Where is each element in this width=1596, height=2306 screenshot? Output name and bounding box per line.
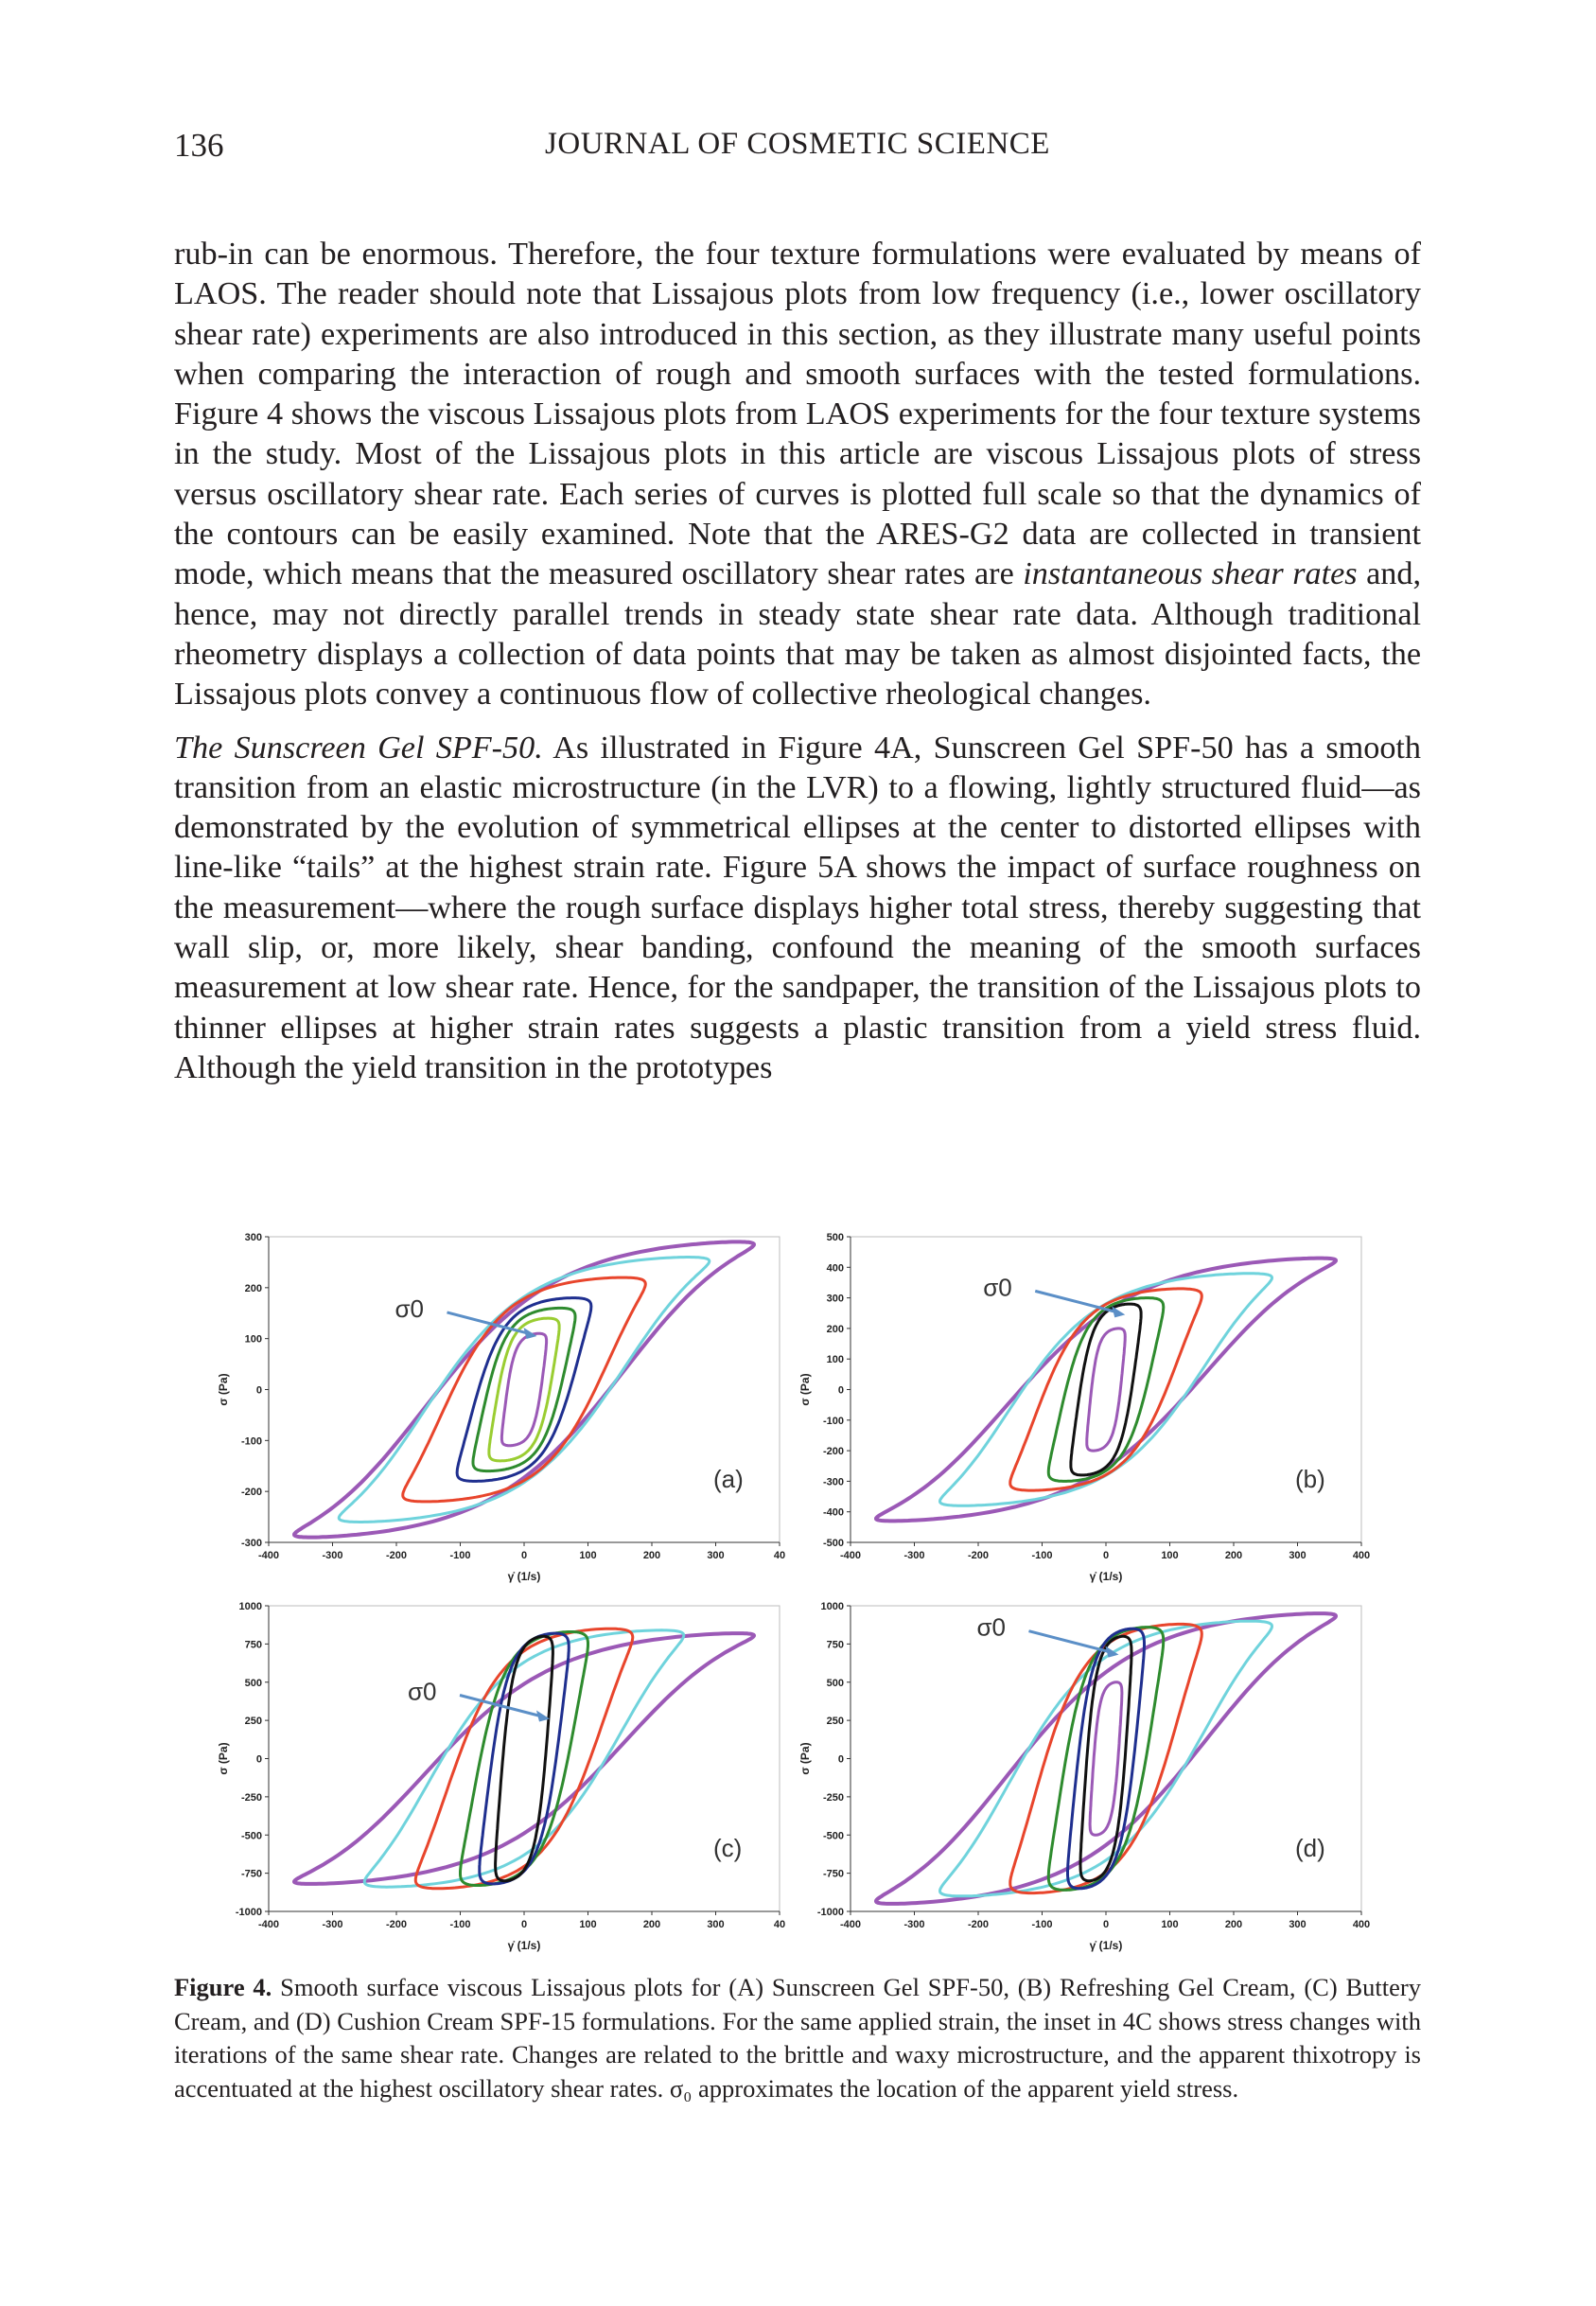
figure-4: [174, 1225, 1421, 1952]
x-tick-label: 100: [579, 1550, 597, 1561]
y-axis-label: σ (Pa): [217, 1373, 230, 1406]
y-tick-label: -250: [240, 1791, 262, 1804]
x-tick-label: -400: [839, 1919, 862, 1930]
caption-text: Smooth surface viscous Lissajous plots for (A) Sunscreen Gel SPF-50, (B) Refreshing Gel Cream, (C) Buttery Cream, and (D) Cushion Cream SPF-15 formulations. For the same applied strain, the inset in 4C shows stress changes with iterations of the same shear rate. Changes are related to the brittle and waxy microstructure, and the apparent thixotropy is accentuated at the highest oscillatory shear rates. σ₀ approximates the location of the apparent yield stress.: [174, 1973, 1421, 2103]
x-tick-label: 0: [1102, 1550, 1110, 1561]
y-tick-label: 100: [826, 1354, 844, 1366]
y-tick-label: 100: [244, 1333, 262, 1346]
x-tick-label: -200: [385, 1550, 408, 1561]
y-axis-label: σ (Pa): [798, 1373, 812, 1406]
y-tick-label: 400: [826, 1262, 844, 1275]
chart-panel-c: [212, 1594, 798, 1959]
panel-label: (a): [713, 1464, 744, 1493]
x-tick-label: -300: [322, 1550, 343, 1561]
panel-label: (d): [1295, 1833, 1325, 1862]
y-axis-label: σ (Pa): [798, 1742, 812, 1775]
x-tick-label: -200: [385, 1919, 408, 1930]
x-tick-label: -100: [449, 1550, 471, 1561]
paragraph-1-tail: and, hence, may not directly parallel trends in steady state shear rate data. Although traditional rheometry displays a collection of data points that may be taken as almost disjointed facts, the Lissajous plots convey a continuous flow of collective rheological changes.: [174, 556, 1421, 713]
x-tick-label: 40: [773, 1550, 786, 1561]
x-tick-label: -400: [257, 1550, 280, 1561]
y-tick-label: 1000: [238, 1601, 262, 1612]
y-tick-label: -750: [240, 1868, 262, 1880]
y-tick-label: -300: [240, 1538, 262, 1549]
paragraph-2-text: As illustrated in Figure 4A, Sunscreen Gel SPF-50 has a smooth transition from an elastic microstructure (in the LVR) to a flowing, lightly structured fluid—as demonstrated by the evolution of symmetrical ellipses at the center to distorted ellipses with line-like “tails” at the highest strain rate. Figure 5A shows the impact of surface roughness on the measurement—where the rough surface displays higher total stress, thereby suggesting that wall slip, or, more likely, shear banding, confound the meaning of the smooth surfaces measurement at low shear rate. Hence, for the sandpaper, the transition of the Lissajous plots to thinner ellipses at higher strain rates suggests a plastic transition from a yield stress fluid. Although the yield transition in the prototypes: [174, 730, 1422, 1085]
page-header: [174, 127, 1421, 174]
y-tick-label: 750: [826, 1639, 844, 1651]
x-tick-label: 0: [520, 1919, 528, 1930]
body-text: [174, 235, 1421, 1096]
paragraph-2: [174, 729, 1421, 1089]
y-tick-label: 0: [837, 1384, 844, 1397]
x-tick-label: 300: [1289, 1919, 1307, 1930]
x-tick-label: -100: [449, 1919, 471, 1930]
x-tick-label: 100: [579, 1919, 597, 1930]
y-tick-label: 0: [255, 1384, 262, 1397]
chart-panel-a: [212, 1225, 798, 1590]
x-tick-label: 100: [1161, 1550, 1179, 1561]
x-tick-label: 200: [642, 1550, 661, 1561]
chart-svg-a: [212, 1225, 798, 1590]
y-tick-label: -200: [240, 1487, 262, 1499]
y-tick-label: -1000: [235, 1907, 262, 1918]
y-tick-label: -500: [822, 1538, 844, 1549]
y-tick-label: 200: [826, 1323, 844, 1335]
x-tick-label: 200: [1224, 1550, 1243, 1561]
sigma0-label: σ0: [976, 1612, 1007, 1642]
x-tick-label: 300: [707, 1550, 725, 1561]
y-tick-label: -250: [822, 1791, 844, 1804]
x-tick-label: 400: [1352, 1919, 1371, 1930]
y-tick-label: -500: [240, 1830, 262, 1842]
chart-svg-b: [794, 1225, 1380, 1590]
x-tick-label: -100: [1031, 1919, 1053, 1930]
section-runin-heading: The Sunscreen Gel SPF-50.: [174, 730, 543, 766]
page-number: 136: [174, 127, 224, 164]
x-tick-label: -300: [903, 1550, 925, 1561]
x-tick-label: -300: [322, 1919, 343, 1930]
y-tick-label: -300: [822, 1476, 844, 1488]
chart-svg-d: [794, 1594, 1380, 1959]
y-tick-label: 250: [826, 1716, 844, 1728]
figure-caption: [174, 1971, 1421, 2105]
y-tick-label: -100: [822, 1415, 844, 1427]
y-tick-label: -200: [822, 1446, 844, 1458]
panel-label: (b): [1295, 1464, 1325, 1493]
y-axis-label: σ (Pa): [217, 1742, 230, 1775]
caption-label: Figure 4.: [174, 1973, 272, 2001]
x-tick-label: 300: [1289, 1550, 1307, 1561]
x-axis-label: γ̇ (1/s): [507, 1939, 541, 1952]
x-axis-label: γ̇ (1/s): [1089, 1570, 1123, 1583]
x-axis-label: γ̇ (1/s): [1089, 1939, 1123, 1952]
y-tick-label: 250: [244, 1716, 262, 1728]
y-tick-label: -500: [822, 1830, 844, 1842]
x-tick-label: 300: [707, 1919, 725, 1930]
y-tick-label: 300: [826, 1293, 844, 1305]
x-tick-label: -200: [967, 1919, 990, 1930]
y-tick-label: 500: [826, 1677, 844, 1689]
x-tick-label: 200: [1224, 1919, 1243, 1930]
y-tick-label: 0: [837, 1753, 844, 1766]
x-tick-label: -100: [1031, 1550, 1053, 1561]
x-tick-label: -400: [257, 1919, 280, 1930]
y-tick-label: 300: [244, 1232, 262, 1243]
x-tick-label: -400: [839, 1550, 862, 1561]
sigma0-label: σ0: [395, 1294, 425, 1323]
x-tick-label: 200: [642, 1919, 661, 1930]
y-tick-label: 750: [244, 1639, 262, 1651]
y-tick-label: 500: [244, 1677, 262, 1689]
paragraph-1-text: rub-in can be enormous. Therefore, the four texture formulations were evaluated by means of LAOS. The reader should note that Lissajous plots from low frequency (i.e., lower oscillatory shear rate) experiments are also introduced in this section, as they illustrate many useful points when comparing the interaction of rough and smooth surfaces with the tested formulations. Figure 4 shows the viscous Lissajous plots from LAOS experiments for the four texture systems in the study. Most of the Lissajous plots in this article are viscous Lissajous plots of stress versus oscillatory shear rate. Each series of curves is plotted full scale so that the dynamics of the contours can be easily examined. Note that the ARES-G2 data are collected in transient mode, which means that the measured oscillatory shear rates are: [174, 237, 1421, 592]
x-axis-label: γ̇ (1/s): [507, 1570, 541, 1583]
journal-title: JOURNAL OF COSMETIC SCIENCE: [545, 127, 1050, 161]
x-tick-label: 100: [1161, 1919, 1179, 1930]
chart-panel-d: [794, 1594, 1380, 1959]
y-tick-label: 200: [244, 1282, 262, 1294]
x-tick-label: 400: [1352, 1550, 1371, 1561]
x-tick-label: 0: [1102, 1919, 1110, 1930]
paragraph-1: [174, 235, 1421, 715]
panel-label: (c): [713, 1833, 743, 1862]
x-tick-label: 0: [520, 1550, 528, 1561]
chart-panel-b: [794, 1225, 1380, 1590]
x-tick-label: -200: [967, 1550, 990, 1561]
x-tick-label: 40: [773, 1919, 786, 1930]
y-tick-label: -1000: [816, 1907, 844, 1918]
plot-frame: [851, 1237, 1361, 1542]
y-tick-label: -100: [240, 1435, 262, 1448]
y-tick-label: -400: [822, 1506, 844, 1519]
paragraph-1-italic: instantaneous shear rates: [1023, 556, 1358, 592]
y-tick-label: 500: [826, 1232, 844, 1243]
y-tick-label: -750: [822, 1868, 844, 1880]
y-tick-label: 0: [255, 1753, 262, 1766]
x-tick-label: -300: [903, 1919, 925, 1930]
chart-svg-c: [212, 1594, 798, 1959]
y-tick-label: 1000: [820, 1601, 844, 1612]
sigma0-label: σ0: [983, 1273, 1012, 1302]
sigma0-label: σ0: [408, 1677, 437, 1706]
